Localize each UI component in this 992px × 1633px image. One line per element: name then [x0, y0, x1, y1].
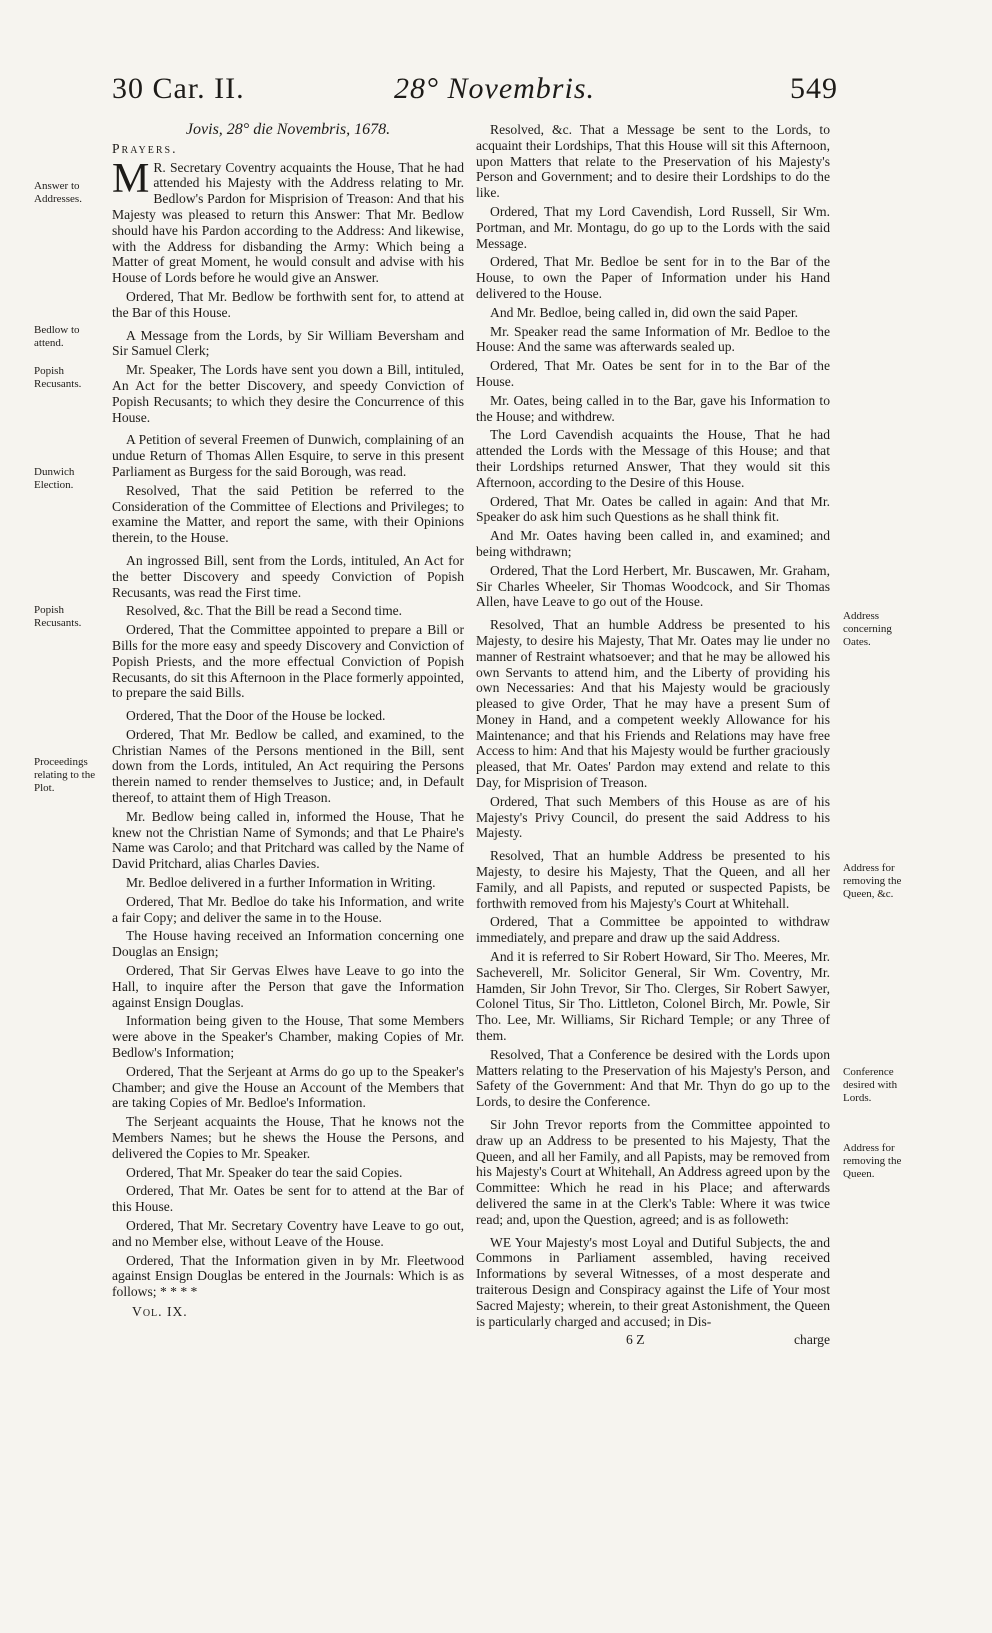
- signature-mark: 6 Z: [626, 1332, 645, 1348]
- paragraph: Ordered, That Mr. Bedloe do take his Information, and write a fair Copy; and deliver the same in to the House.: [112, 893, 464, 925]
- page-number: 549: [790, 72, 838, 105]
- catchword: charge: [794, 1332, 830, 1348]
- paragraph: Ordered, That the Door of the House be locked.: [126, 708, 386, 724]
- paragraph: And Mr. Oates having been called in, and examined; and being withdrawn;: [476, 528, 830, 559]
- margin-note-conference: Conference desired with Lords.: [843, 1066, 898, 1104]
- margin-note-answer: Answer to Addresses.: [34, 180, 82, 205]
- paragraph: Resolved, &c. That the Bill be read a Second time.: [126, 603, 403, 619]
- paragraph: A Petition of several Freemen of Dunwich, complaining of an undue Return of Thomas Allen Esquire, to serve in this present Parliament as Burgess for the said Borough, was read.: [112, 432, 464, 479]
- paragraph: Ordered, That Mr. Bedlow be forthwith sent for, to attend at the Bar of this House.: [112, 288, 464, 320]
- margin-note-plot: Proceedings relating to the Plot.: [34, 756, 96, 794]
- paragraph: An ingrossed Bill, sent from the Lords, intituled, An Act for the better Discovery and speedy Conviction of Popish Recusants, was read the First time.: [112, 552, 464, 600]
- paragraph: Ordered, That the Information given in by Mr. Fleetwood against Ensign Douglas be entered in the Journals: Which is as follows; * * * *: [112, 1252, 464, 1300]
- header-regnal-year: 30 Car. II.: [112, 72, 245, 105]
- margin-note-removing-queen-2: Address for removing the Queen.: [843, 1142, 902, 1180]
- margin-note-oates: Address concerning Oates.: [843, 610, 892, 648]
- paragraph: Resolved, That an humble Address be presented to his Majesty, to desire his Majesty, That the Queen, and all her Family, and all Papists, and reputed or suspected Papists, be forthwith removed from his Majesty's Court at Whitehall.: [476, 848, 830, 911]
- paragraph: Ordered, That Sir Gervas Elwes have Leave to go into the Hall, to inquire after the Person that gave the Information against Ensign Douglas.: [112, 963, 464, 1010]
- paragraph: Ordered, That such Members of this House as are of his Majesty's Privy Council, do present the said Address to his Majesty.: [476, 793, 830, 841]
- paragraph: Ordered, That Mr. Speaker do tear the said Copies.: [126, 1164, 403, 1180]
- paragraph: And it is referred to Sir Robert Howard, Sir Tho. Meeres, Mr. Sacheverell, Mr. Solicitor General, Sir Wm. Coventry, Mr. Hamden, Sir John Trevor, Sir Tho. Clerges, Sir Robert Sawyer, Colonel Titus, Sir Tho. Littleton, Colonel Birch, Mr. Powle, Sir Tho. Lee, Mr. Williams, Sir Richard Temple; or any Three of them.: [476, 949, 830, 1044]
- sitting-date: Jovis, 28° die Novembris, 1678.: [185, 121, 391, 138]
- paragraph: Ordered, That the Committee appointed to prepare a Bill or Bills for the more easy and speedy Discovery and Conviction of Popish Priests, and the more effectual Conviction of Popish Recusants, do sit this Afternoon in the Place formerly appointed, to prepare the said Bills.: [112, 622, 464, 701]
- paragraph: Ordered, That the Lord Herbert, Mr. Buscawen, Mr. Graham, Sir Charles Wheeler, Sir Thomas Woodcock, and Sir Thomas Allen, have Leave to go out of the House.: [476, 562, 830, 610]
- paragraph: Ordered, That Mr. Oates be sent for to attend at the Bar of this House.: [112, 1183, 464, 1215]
- paragraph: Ordered, That the Serjeant at Arms do go up to the Speaker's Chamber; and give the House an Account of the Members that are taking Copies of Mr. Bedloe's Information.: [112, 1063, 464, 1111]
- margin-note-removing-queen: Address for removing the Queen, &c.: [843, 862, 902, 900]
- paragraph: Information being given to the House, That some Members were above in the Speaker's Chamber, making Copies of Mr. Bedlow's Information;: [112, 1013, 464, 1061]
- paragraph: Mr. Speaker, The Lords have sent you down a Bill, intituled, An Act for the better Discovery, and speedy Conviction of Popish Recusants; to which they desire the Concurrence of this House.: [112, 362, 464, 425]
- paragraph: Ordered, That a Committee be appointed to withdraw immediately, and prepare and draw up the said Address.: [476, 914, 830, 946]
- paragraph: M R. Secretary Coventry acquaints the House, That he had attended his Majesty with the Address relating to Mr. Bedlow's Pardon for Misprision of Treason: And that his Majesty was pleased to return this Answer: That Mr. Bedlow should have his Pardon according to the Address: And likewise, with the Address for disbanding the Army: Which being a Matter of great Moment, he would consult and advise with his House of Lords before he would give an Answer.: [112, 155, 464, 286]
- paragraph: Ordered, That Mr. Secretary Coventry have Leave to go out, and no Member else, without Leave of the House.: [112, 1218, 464, 1249]
- margin-note-dunwich: Dunwich Election.: [34, 466, 75, 491]
- header-date: 28° Novembris.: [394, 72, 595, 105]
- volume-footer: Vol. IX.: [132, 1303, 188, 1319]
- margin-note-popish-recusants-2: Popish Recusants.: [34, 604, 82, 629]
- paragraph: Ordered, That Mr. Oates be called in again: And that Mr. Speaker do ask him such Questions as he shall think fit.: [476, 493, 830, 525]
- margin-note-bedlow: Bedlow to attend.: [34, 324, 80, 349]
- paragraph: Mr. Speaker read the same Information of Mr. Bedloe to the House: And the same was afterwards sealed up.: [476, 323, 830, 355]
- paragraph: Resolved, &c. That a Message be sent to the Lords, to acquaint their Lordships, That this House will sit this Afternoon, upon Matters that relate to the Preservation of his Majesty's Person and Government; and to desire their Lordships to do the like.: [476, 122, 830, 201]
- paragraph: Ordered, That Mr. Bedloe be sent for in to the Bar of the House, to own the Paper of Information under his Hand delivered to the House.: [476, 254, 830, 301]
- paragraph: Resolved, That the said Petition be referred to the Consideration of the Committee of Elections and Privileges; to examine the Matter, and report the same, with their Opinions therein, to the House.: [112, 482, 464, 546]
- prayers-heading: Prayers.: [112, 140, 178, 156]
- paragraph: The Lord Cavendish acquaints the House, That he had attended the Lords with the Message of this House; and that their Lordships returned Answer, That they would sit this Afternoon, according to the Desire of this House.: [476, 427, 830, 490]
- paragraph: The House having received an Information concerning one Douglas an Ensign;: [112, 928, 464, 960]
- paragraph: Ordered, That Mr. Bedlow be called, and examined, to the Christian Names of the Persons mentioned in the Bill, sent down from the Lords, intituled, An Act requiring the Persons therein named to render themselves to Justice; and, in Default thereof, to attaint them of High Treason.: [112, 726, 464, 806]
- address-text: WE Your Majesty's most Loyal and Dutiful Subjects, the and Commons in Parliament assembled, having received Informations by several Witnesses, of a most desperate and traiterous Design and Conspiracy against the Life of Your most Sacred Majesty; wherein, to their great Astonishment, the Queen is particularly charged and accused; in Dis-: [476, 1234, 830, 1329]
- paragraph: Ordered, That my Lord Cavendish, Lord Russell, Sir Wm. Portman, and Mr. Montagu, do go up to the Lords with the said Message.: [476, 203, 830, 251]
- left-column: [112, 122, 464, 1323]
- paragraph: Mr. Bedloe delivered in a further Information in Writing.: [126, 875, 436, 891]
- paragraph: Mr. Bedlow being called in, informed the House, That he knew not the Christian Name of Symonds; and that Le Phaire's Name was Carolo; and that Pritchard was called by the Name of David Pritchard, alias Charles Davies.: [112, 808, 464, 872]
- paragraph: Sir John Trevor reports from the Committee appointed to draw up an Address to be presented to his Majesty, That the Queen, and all her Family, and all Papists, may be removed from his Majesty's Court at Whitehall, An Address agreed upon by the Committee: Which he read in his Place; and afterwards delivered the same in at the Clerk's Table: Where it was twice read; and, upon the Question, agreed; and is as followeth:: [476, 1117, 830, 1227]
- paragraph: The Serjeant acquaints the House, That he knows not the Members Names; but he shews the House the Persons, and delivered the Copies to Mr. Speaker.: [112, 1114, 464, 1161]
- drop-cap: M: [112, 155, 150, 202]
- paragraph: A Message from the Lords, by Sir William Beversham and Sir Samuel Clerk;: [112, 327, 464, 359]
- page-foot: [476, 1332, 830, 1348]
- paragraph: Resolved, That an humble Address be presented to his Majesty, to desire his Majesty, That Mr. Oates may lie under no manner of Restraint whatsoever; and that he may be allowed his own Servants to attend him, and the Liberty of providing his own Necessaries: And that his Majesty would be graciously pleased to give Order, That he may have a present Sum of Money in Hand, and a competent weekly Allowance for his Maintenance; and that his Friends and Relations may have free Access to him: And that his Majesty would be further graciously pleased, that Mr. Oates' Pardon may extend and relate to this Day, for Misprision of Treason.: [476, 617, 830, 791]
- paragraph: Mr. Oates, being called in to the Bar, gave his Information to the House; and withdrew.: [476, 392, 830, 424]
- paragraph: Resolved, That a Conference be desired with the Lords upon Matters relating to the Preservation of his Majesty's Person, and Safety of the Government: And that Mr. Thyn do go up to the Lords, to desire the Conference.: [476, 1046, 830, 1110]
- paragraph: Ordered, That Mr. Oates be sent for in to the Bar of the House.: [476, 358, 830, 389]
- right-column: [476, 122, 830, 1351]
- paragraph: And Mr. Bedloe, being called in, did own the said Paper.: [490, 304, 799, 320]
- margin-note-popish-recusants: Popish Recusants.: [34, 365, 82, 390]
